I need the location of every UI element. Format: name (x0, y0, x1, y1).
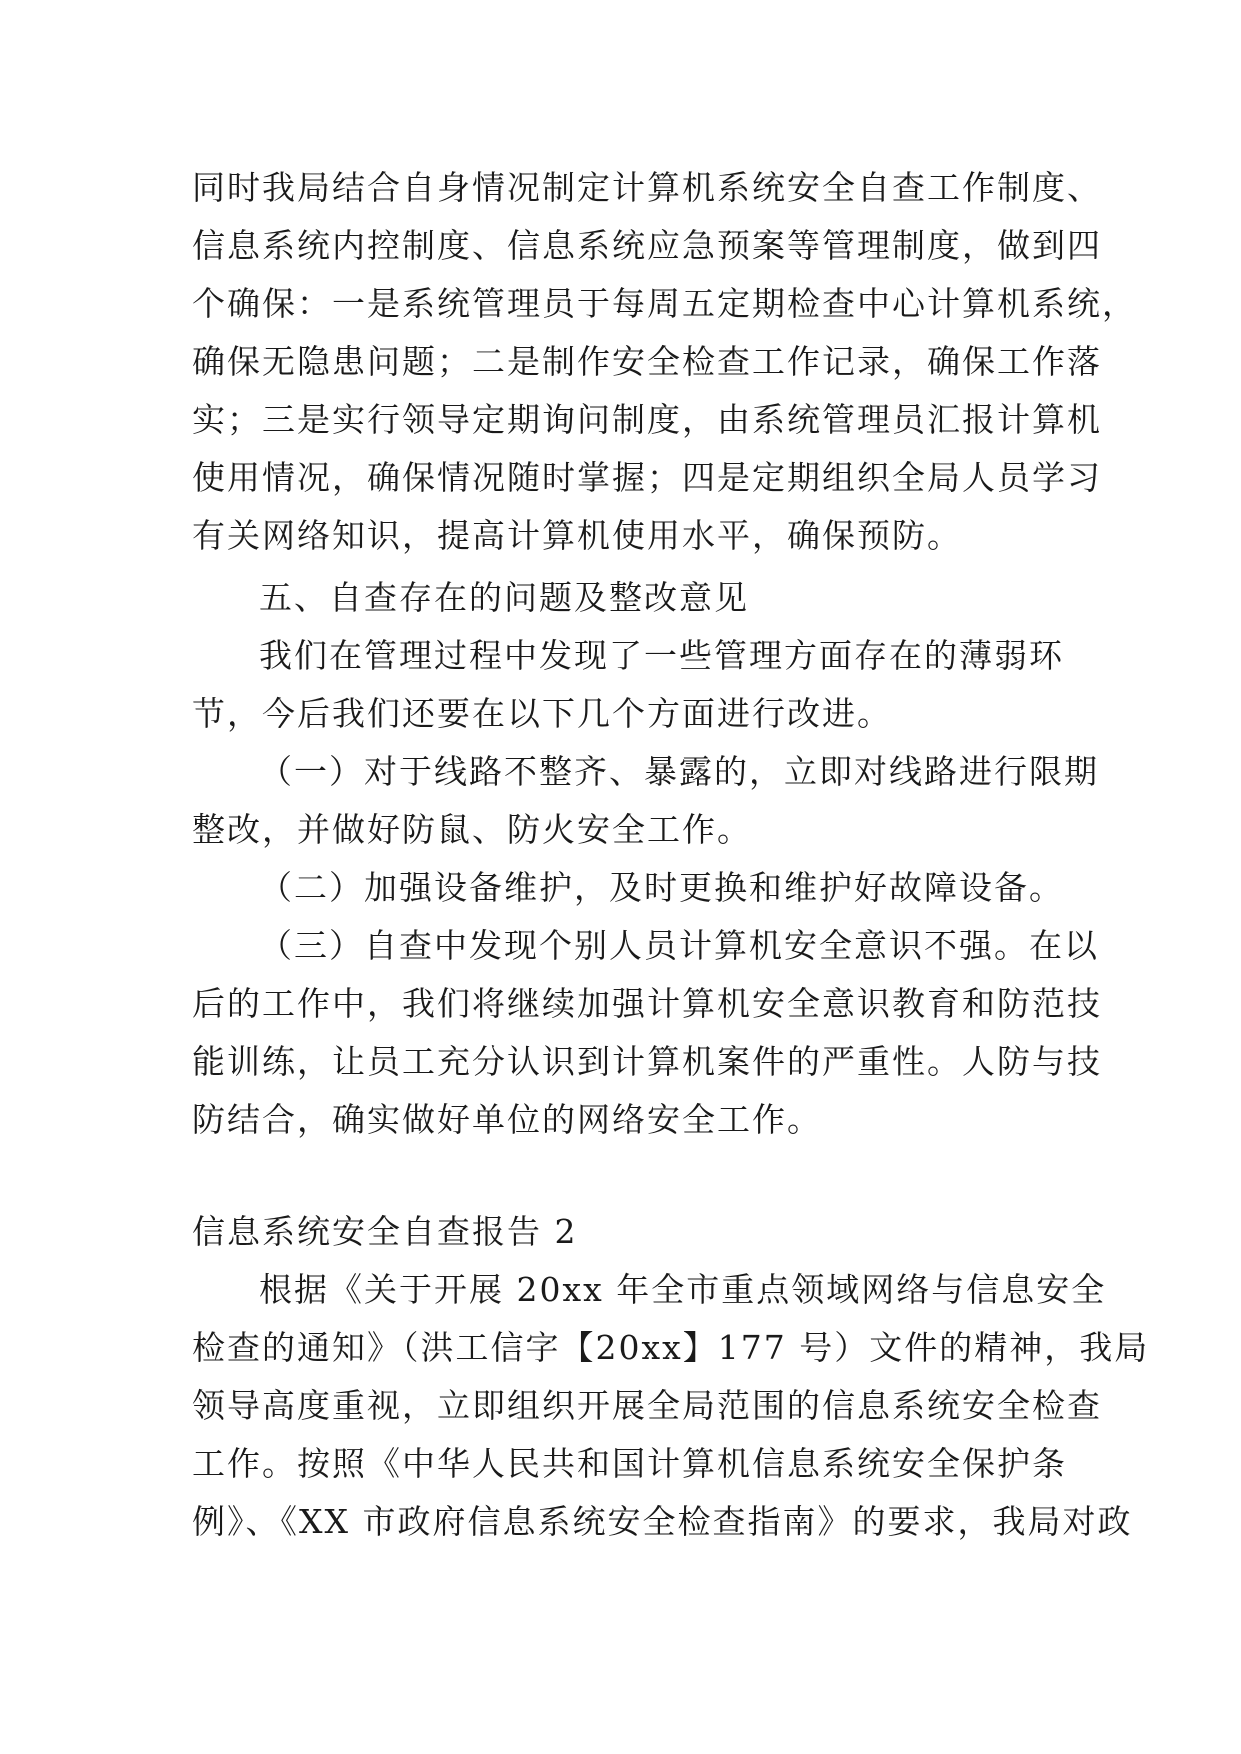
paragraph-line: 检查的通知》（洪工信字【20xx】177 号）文件的精神，我局 (192, 1328, 1150, 1367)
paragraph-line: 例》、《XX 市政府信息系统安全检查指南》的要求，我局对政 (192, 1502, 1133, 1541)
paragraph-line: （二）加强设备维护，及时更换和维护好故障设备。 (259, 868, 1064, 907)
report-body (192, 1261, 1150, 1551)
improvement-item-3 (192, 917, 1102, 1149)
paragraph-line: 有关网络知识，提高计算机使用水平，确保预防。 (192, 516, 962, 555)
paragraph-line: 根据《关于开展 20xx 年全市重点领域网络与信息安全 (259, 1270, 1107, 1309)
paragraph-line: 信息系统内控制度、信息系统应急预案等管理制度，做到四 (192, 226, 1102, 265)
paragraph-line: 确保无隐患问题；二是制作安全检查工作记录，确保工作落 (192, 342, 1102, 381)
paragraph-line: （一）对于线路不整齐、暴露的，立即对线路进行限期 (259, 752, 1099, 791)
section-five-heading-block (192, 569, 1072, 627)
paragraph-line: 工作。按照《中华人民共和国计算机信息系统安全保护条 (192, 1444, 1067, 1483)
paragraph-line: 节，今后我们还要在以下几个方面进行改进。 (192, 694, 892, 733)
section-five-intro (192, 627, 1072, 743)
continuation-paragraph (192, 159, 1137, 565)
report-title: 信息系统安全自查报告 2 (192, 1212, 578, 1251)
paragraph-line: （三）自查中发现个别人员计算机安全意识不强。在以 (259, 926, 1099, 965)
paragraph-line: 使用情况，确保情况随时掌握；四是定期组织全局人员学习 (192, 458, 1102, 497)
paragraph-line: 实；三是实行领导定期询问制度，由系统管理员汇报计算机 (192, 400, 1102, 439)
paragraph-line: 个确保：一是系统管理员于每周五定期检查中心计算机系统， (192, 284, 1137, 323)
paragraph-line: 能训练，让员工充分认识到计算机案件的严重性。人防与技 (192, 1042, 1102, 1081)
section-heading: 五、自查存在的问题及整改意见 (259, 578, 749, 617)
paragraph-line: 防结合，确实做好单位的网络安全工作。 (192, 1100, 822, 1139)
paragraph-line: 整改，并做好防鼠、防火安全工作。 (192, 810, 752, 849)
improvement-item-1 (192, 743, 1099, 859)
improvement-item-2 (192, 859, 1072, 917)
paragraph-line: 我们在管理过程中发现了一些管理方面存在的薄弱环 (259, 636, 1064, 675)
paragraph-line: 后的工作中，我们将继续加强计算机安全意识教育和防范技 (192, 984, 1102, 1023)
paragraph-line: 同时我局结合自身情况制定计算机系统安全自查工作制度、 (192, 168, 1102, 207)
paragraph-line: 领导高度重视，立即组织开展全局范围的信息系统安全检查 (192, 1386, 1102, 1425)
report-title-block (192, 1203, 1072, 1261)
